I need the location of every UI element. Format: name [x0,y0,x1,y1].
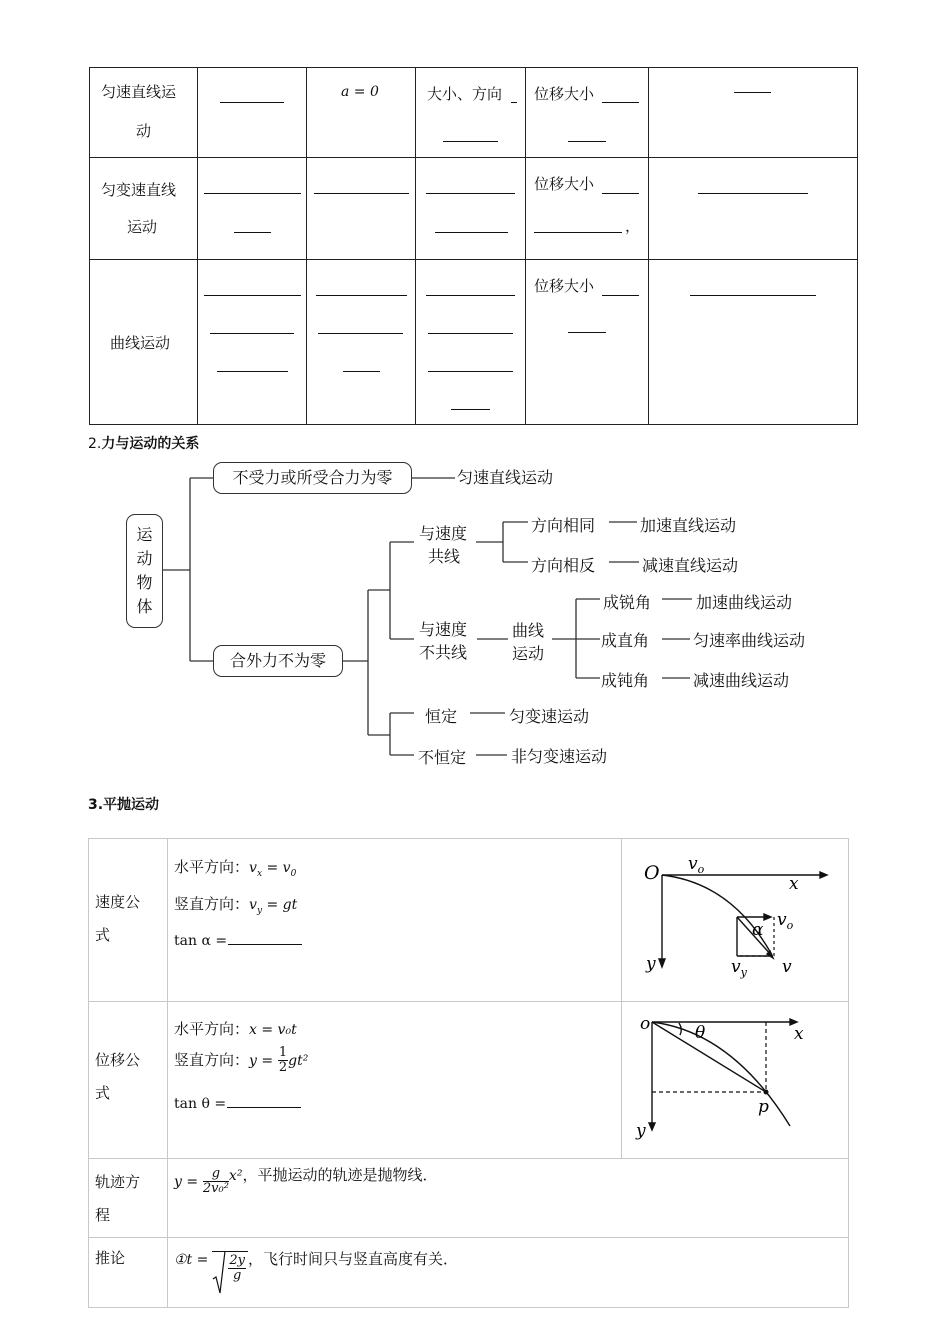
table-row [89,1238,849,1308]
velocity-diagram [622,839,849,997]
displacement-vertical: 竖直方向：y = $\frac{1}{2}$ gt² [174,1045,309,1075]
text-cell: 位移大小 ， [526,158,649,260]
acute-angle: 成锐角 [603,593,652,612]
formula-cell [168,1002,622,1159]
formula-cell: a = 0 [307,68,416,158]
p-label: p [758,1097,769,1117]
row-label: 匀速直线运 动 [90,68,198,158]
inference-formula: ①t = $\frac{2y}{g}$ ，飞行时间只与竖直高度有关． [174,1248,458,1283]
table-row [89,839,849,1002]
text-cell: 位移大小 [526,260,649,425]
v-label: v [782,957,792,977]
table-row [89,1002,849,1159]
theta-label: θ [695,1023,706,1043]
velocity-tan: tan α = [174,931,302,949]
y-axis-label: y [636,1121,646,1141]
section-heading-projectile: 3.平抛运动 [88,797,160,813]
nonconstant-force: 不恒定 [418,748,467,767]
x-axis-label: x [789,874,799,894]
uniform-variable-motion: 匀变速运动 [509,707,590,726]
noncolinear-label-2: 不共线 [419,643,468,662]
vy-label: $v_y$ [731,957,747,979]
result-uniform-linear: 匀速直线运动 [457,468,554,487]
constant-force: 恒定 [425,707,458,726]
row-label: 位移公 式 [89,1002,168,1159]
text-cell: 大小、方向 [416,68,526,158]
velocity-diagram-cell [622,839,849,1002]
row-label: 推论 [89,1238,168,1308]
right-angle: 成直角 [601,631,650,650]
trajectory-equation: y = $\frac{g}{\text{2v₀²}}$ x²，平抛运动的轨迹是抛物线． [174,1166,438,1196]
accel-linear: 加速直线运动 [640,516,737,535]
colinear-label-2: 共线 [428,547,461,566]
decel-linear: 减速直线运动 [642,556,739,575]
formula-cell [168,839,622,1002]
v0-component-label: $v_o$ [777,910,794,932]
velocity-vertical: 竖直方向：$v_y$ = gt [174,895,298,916]
row-label: 匀变速直线 运动 [90,158,198,260]
branch-zero-force: 不受力或所受合力为零 [213,462,412,494]
accel-curve: 加速曲线运动 [696,593,793,612]
branch-nonzero-force: 合外力不为零 [213,645,343,677]
root-motion-object: 运 动 物 体 [126,514,163,628]
colinear-label: 与速度 [419,524,468,543]
nonuniform-variable-motion: 非匀变速运动 [511,747,608,766]
x-axis-label: x [794,1024,804,1044]
table-row [89,1159,849,1238]
uniform-rate-curve: 匀速率曲线运动 [693,631,806,650]
alpha-label: α [752,920,764,940]
curve-motion-label-2: 运动 [512,644,545,663]
section-heading-force-motion: 2.力与运动的关系 [88,436,200,452]
same-direction: 方向相同 [531,516,596,535]
row-label: 速度公 式 [89,839,168,1002]
decel-curve: 减速曲线运动 [693,671,790,690]
v0-label: $v_o$ [688,854,705,876]
displacement-diagram [622,1002,849,1154]
formula-cell [168,1238,849,1308]
text-cell: 位移大小 [526,68,649,158]
row-label: 曲线运动 [90,260,198,425]
origin-label: O [644,862,660,884]
velocity-horizontal: 水平方向：$v_x = v_0$ [174,858,297,879]
row-label: 轨迹方 程 [89,1159,168,1238]
origin-label: o [640,1014,651,1034]
curve-motion-label: 曲线 [512,621,545,640]
y-axis-label: y [646,954,656,974]
obtuse-angle: 成钝角 [601,671,650,690]
displacement-horizontal: 水平方向：x = v₀t [174,1020,297,1038]
noncolinear-label: 与速度 [419,620,468,639]
displacement-diagram-cell [622,1002,849,1159]
formula-cell [168,1159,849,1238]
displacement-tan: tan θ = [174,1094,301,1112]
projectile-table [88,838,849,1308]
opposite-direction: 方向相反 [531,556,596,575]
